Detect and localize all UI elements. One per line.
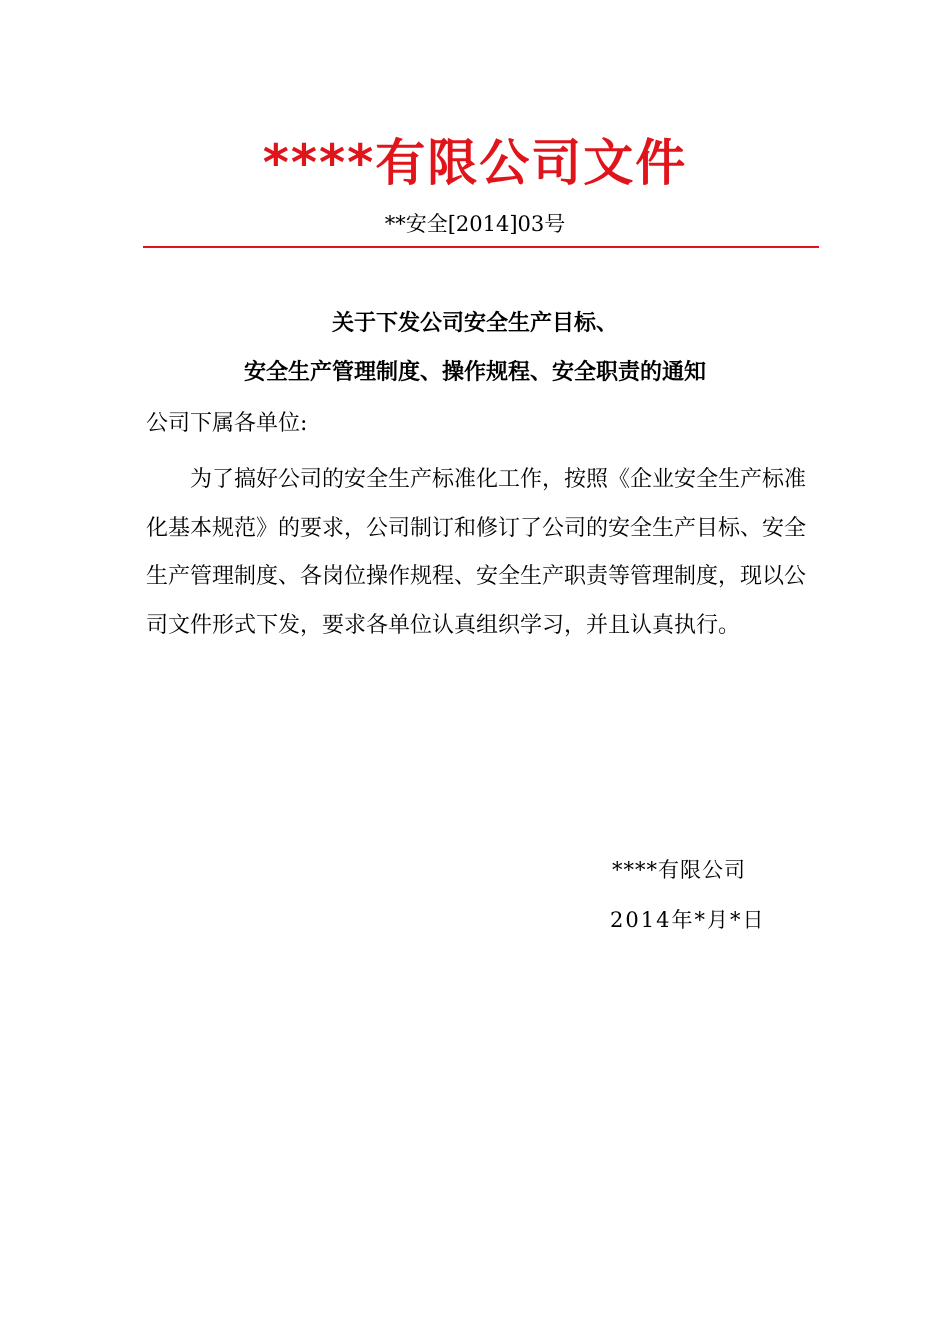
header-divider [143,246,819,248]
issue-date: 2014年*月*日 [610,908,766,932]
signature: ****有限公司 [612,858,746,882]
document-header-title: ****有限公司文件 [262,134,688,192]
body-paragraph: 为了搞好公司的安全生产标准化工作，按照《企业安全生产标准化基本规范》的要求，公司制订和修订了公司的安全生产目标、安全生产管理制度、各岗位操作规程、安全生产职责等管理制度，现以公司文件形式下发，要求各单位认真组织学习，并且认真执行。 [146,467,807,638]
salutation: 公司下属各单位: [146,411,308,436]
notice-title-line1: 关于下发公司安全生产目标、 [331,311,618,336]
notice-title-line2: 安全生产管理制度、操作规程、安全职责的通知 [243,360,706,385]
document-number: **安全[2014]03号 [384,212,566,236]
